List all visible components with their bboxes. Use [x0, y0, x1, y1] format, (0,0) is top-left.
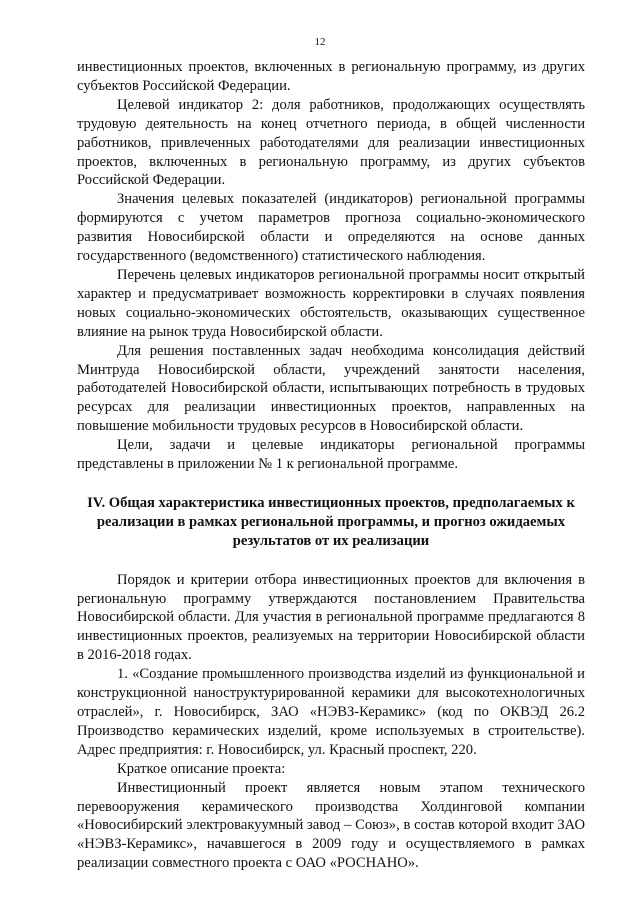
paragraph-appendix-reference: Цели, задачи и целевые индикаторы региональной программы представлены в приложении № 1 к региональной программе.: [77, 437, 585, 473]
paragraph-project-description: Инвестиционный проект является новым этапом технического перевооружения керамического производства Холдинговой компании «Новосибирский электровакуумный завод – Союз», в состав которой входит ЗАО «НЭВЗ-Керамикс», начавшегося в 2009 году и осуществляемого в рамках реализации совместного проекта с ОАО «РОСНАНО».: [77, 779, 585, 872]
paragraph-target-indicator-2: Целевой индикатор 2: доля работников, продолжающих осуществлять трудовую деятельность на конец отчетного периода, в общей численности работников, привлеченных работодателями для реализации инвестиционных проектов, включенных в региональную программу, из других субъектов Российской Федерации.: [77, 96, 585, 189]
paragraph-consolidation: Для решения поставленных задач необходима консолидация действий Минтруда Новосибирской области, учреждений занятости населения, работодателей Новосибирской области, испытывающих потребность в трудовых ресурсах для реализации инвестиционных проектов, направленных на повышение мобильности трудовых ресурсов в Новосибирской области.: [77, 342, 585, 435]
page-body: [77, 58, 585, 873]
paragraph-indicator-list: Перечень целевых индикаторов региональной программы носит открытый характер и предусматривает возможность корректировки в случаях появления новых социально-экономических обстоятельств, оказывающих существенное влияние на рынок труда Новосибирской области.: [77, 266, 585, 340]
paragraph-indicator-values: Значения целевых показателей (индикаторов) региональной программы формируются с учетом параметров прогноза социально-экономического развития Новосибирской области и определяются на основе данных государственного (ведомственного) статистического наблюдения.: [77, 191, 585, 265]
section-heading: IV. Общая характеристика инвестиционных проектов, предполагаемых к реализации в рамках региональной программы, и прогноз ожидаемых результатов от их реализации: [87, 494, 575, 549]
paragraph-continuation: инвестиционных проектов, включенных в региональную программу, из других субъектов Российской Федерации.: [77, 59, 585, 94]
paragraph-selection-procedure: Порядок и критерии отбора инвестиционных проектов для включения в региональную программу утверждаются постановлением Правительства Новосибирской области. Для участия в региональной программе предлагаются 8 инвестиционных проектов, реализуемых на территории Новосибирской области в 2016-2018 годах.: [77, 571, 585, 664]
page-number: 12: [314, 36, 326, 48]
paragraph-project-summary-label: Краткое описание проекта:: [117, 760, 286, 777]
paragraph-project-1: 1. «Создание промышленного производства изделий из функциональной и конструкционной наноструктурированной керамики для высокотехнологичных отраслей», г. Новосибирск, ЗАО «НЭВЗ-Керамикс» (код по ОКВЭД 26.2 Производство керамических изделий, кроме используемых в строительстве). Адрес предприятия: г. Новосибирск, ул. Красный проспект, 220.: [77, 666, 585, 758]
